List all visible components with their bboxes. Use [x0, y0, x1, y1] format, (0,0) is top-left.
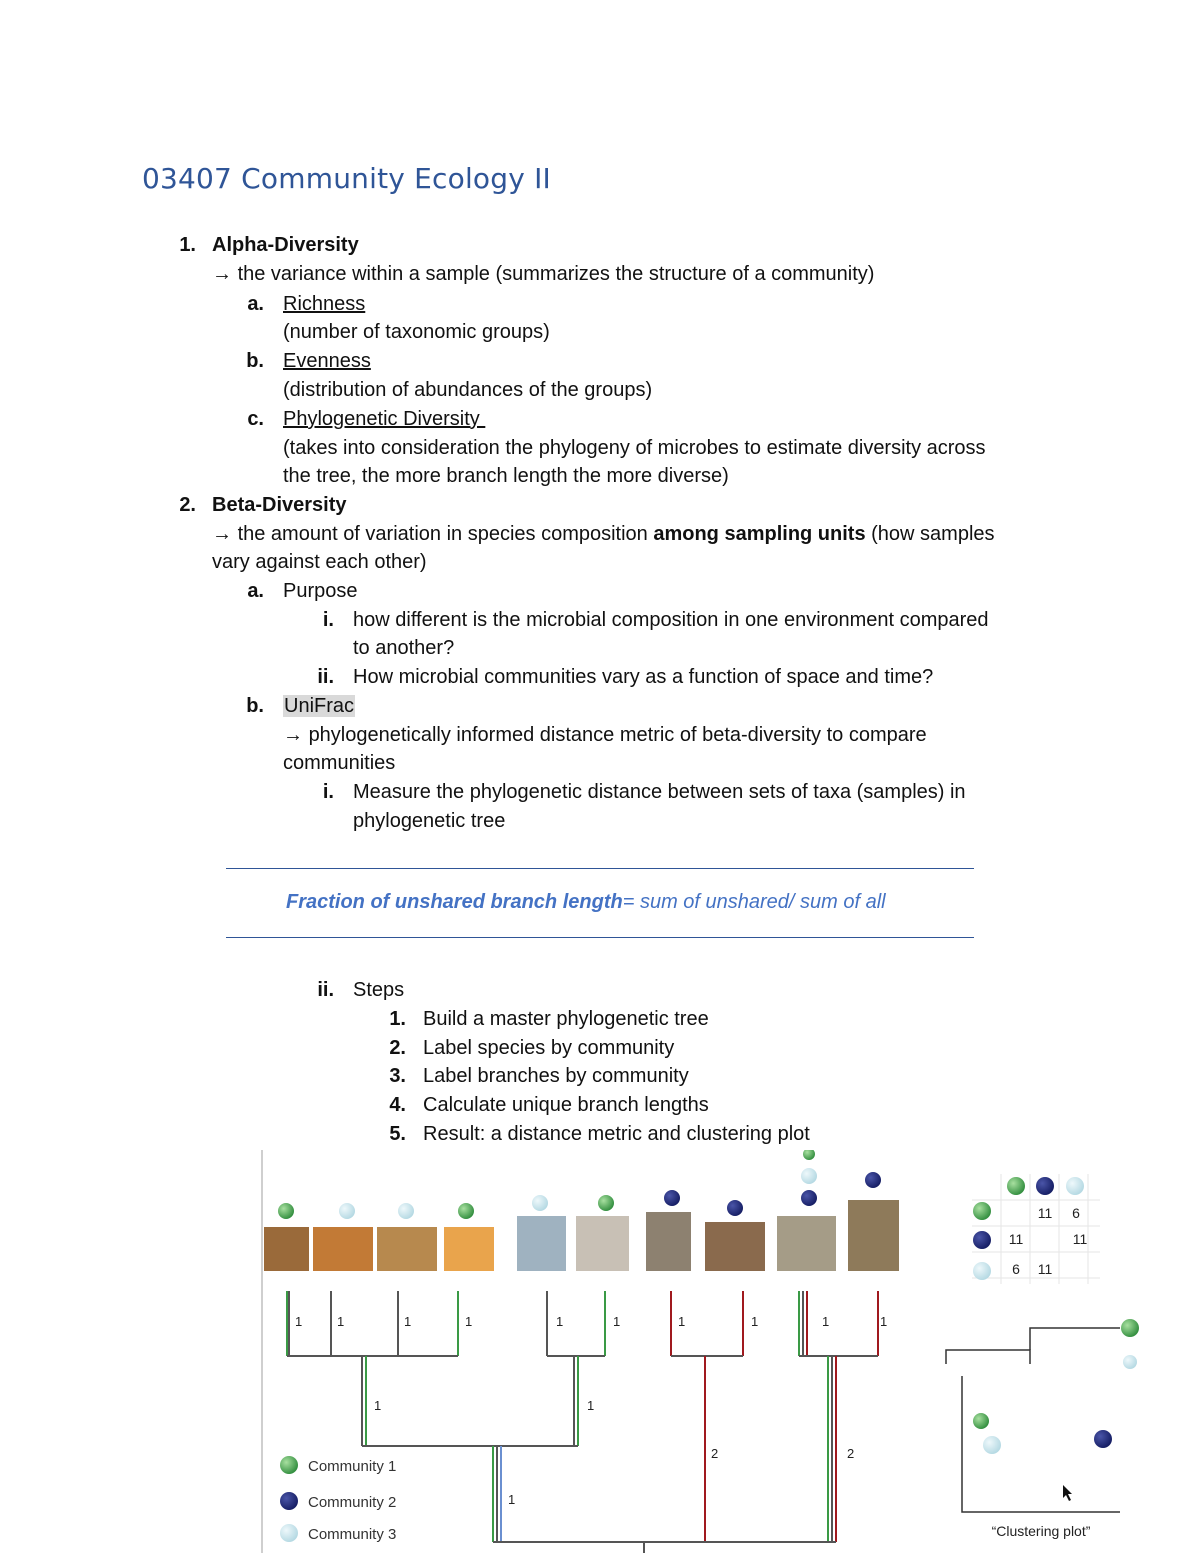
community-dots	[278, 1150, 881, 1219]
community1-dot	[598, 1195, 614, 1211]
matrix-row-c2	[973, 1231, 991, 1249]
legend-community3-label: Community 3	[308, 1526, 397, 1543]
unifrac-highlight: UniFrac	[284, 695, 355, 717]
branch-label: 1	[613, 1314, 621, 1329]
purpose-item-1-cont: to another?	[353, 637, 455, 659]
community2-dot	[865, 1172, 881, 1188]
step-text: Label branches by community	[423, 1065, 689, 1087]
hare-photo	[848, 1200, 899, 1271]
dendrogram-community1-dot	[1121, 1319, 1139, 1337]
step-text: Label species by community	[423, 1037, 675, 1059]
branch-label: 1	[556, 1314, 564, 1329]
branch-label: 1	[822, 1314, 830, 1329]
branch-label: 1	[337, 1314, 345, 1329]
step-number: 3.	[389, 1065, 406, 1087]
formula-top-rule	[226, 868, 974, 869]
legend-community1-dot	[280, 1456, 298, 1474]
section-number: 1.	[179, 234, 196, 256]
step-number: 2.	[389, 1037, 406, 1059]
section-number: 2.	[179, 494, 196, 516]
community1-dot	[278, 1203, 294, 1219]
purpose-item-2: How microbial communities vary as a function of space and time?	[353, 666, 934, 688]
matrix-cell: 11	[1072, 1231, 1088, 1247]
community3-dot	[801, 1168, 817, 1184]
richness-label: Richness	[283, 293, 366, 315]
branch-label: 1	[678, 1314, 686, 1329]
evenness-desc: (distribution of abundances of the groups)	[283, 379, 653, 401]
animal-photos	[264, 1200, 899, 1271]
formula-rest: = sum of unshared/ sum of all	[622, 891, 886, 913]
cursor-icon	[1063, 1485, 1072, 1501]
step-text: Build a master phylogenetic tree	[423, 1008, 709, 1030]
legend-community3-dot	[280, 1524, 298, 1542]
unifrac-measure: Measure the phylogenetic distance between sets of taxa (samples) in	[353, 781, 966, 803]
richness-desc: (number of taxonomic groups)	[283, 321, 550, 343]
roman-numeral: i.	[322, 609, 334, 631]
rabbit-photo	[777, 1216, 836, 1271]
roman-numeral: i.	[322, 781, 334, 803]
steps-label: Steps	[353, 979, 405, 1001]
coyote-photo	[517, 1216, 566, 1271]
branch-label: 1	[374, 1398, 382, 1413]
phylogenetic-diversity-desc: (takes into consideration the phylogeny of microbes to estimate diversity across	[283, 437, 986, 459]
lion-photo	[264, 1227, 309, 1271]
matrix-row-c3	[973, 1262, 991, 1280]
arrow-icon: →	[212, 263, 232, 285]
roman-numeral: ii.	[317, 666, 334, 688]
unifrac-measure-cont: phylogenetic tree	[353, 810, 506, 832]
beta-definition-pre: the amount of variation in species composition	[237, 523, 654, 545]
page-title: 03407 Community Ecology II	[142, 162, 552, 195]
matrix-row-c1	[973, 1202, 991, 1220]
branch-label: 1	[295, 1314, 303, 1329]
kitten-photo	[444, 1227, 494, 1271]
clustering-plot	[962, 1376, 1120, 1539]
branch-label: 2	[711, 1446, 719, 1461]
phylogenetic-diversity-desc-2: the tree, the more branch length the more diverse)	[283, 465, 729, 487]
matrix-cell: 11	[1037, 1205, 1053, 1221]
legend	[280, 1456, 396, 1543]
moose-photo	[705, 1222, 765, 1271]
branch-label: 1	[751, 1314, 759, 1329]
arrow-icon: →	[283, 724, 303, 746]
matrix-header-c3	[1066, 1177, 1084, 1195]
cluster-point-community3	[983, 1436, 1001, 1454]
branch-label: 2	[847, 1446, 855, 1461]
matrix-cell: 6	[1072, 1205, 1080, 1221]
legend-community2-dot	[280, 1492, 298, 1510]
beta-definition-2: vary against each other)	[212, 551, 427, 573]
distance-matrix	[972, 1174, 1100, 1284]
evenness-label: Evenness	[283, 350, 371, 372]
unifrac-definition-text: phylogenetically informed distance metric of beta-diversity to compare	[308, 724, 927, 746]
step-text: Calculate unique branch lengths	[423, 1094, 709, 1116]
step-number: 1.	[389, 1008, 406, 1030]
unifrac-label	[283, 692, 355, 720]
branch-label: 1	[587, 1398, 595, 1413]
item-letter: b.	[246, 350, 264, 372]
dendrogram-community3-dot	[1123, 1355, 1137, 1369]
community3-dot	[339, 1203, 355, 1219]
matrix-cell: 11	[1008, 1231, 1024, 1247]
roman-numeral: ii.	[317, 979, 334, 1001]
step-number: 5.	[389, 1123, 406, 1145]
formula-bold: Fraction of unshared branch length	[286, 891, 623, 913]
section-heading-beta: Beta-Diversity	[212, 494, 347, 516]
unifrac-definition-2: communities	[283, 752, 396, 774]
beta-definition	[212, 520, 995, 548]
item-letter: c.	[247, 408, 264, 430]
cluster-dendrogram	[946, 1328, 1120, 1364]
community3-dot	[532, 1195, 548, 1211]
deer-photo	[646, 1212, 691, 1271]
matrix-header-c1	[1007, 1177, 1025, 1195]
branch-label: 1	[404, 1314, 412, 1329]
step-text: Result: a distance metric and clustering plot	[423, 1123, 810, 1145]
community3-dot	[398, 1203, 414, 1219]
beta-definition-bold: among sampling units	[653, 523, 866, 545]
unifrac-definition	[283, 721, 927, 749]
matrix-cell: 6	[1012, 1261, 1020, 1277]
branch-label: 1	[508, 1492, 516, 1507]
tiger-cub-photo	[377, 1227, 437, 1271]
clustering-plot-label: “Clustering plot”	[991, 1523, 1091, 1539]
item-letter: a.	[247, 580, 264, 602]
legend-community1-label: Community 1	[308, 1458, 397, 1475]
beta-definition-post: (how samples	[865, 523, 995, 545]
item-letter: a.	[247, 293, 264, 315]
arrow-icon: →	[212, 523, 232, 545]
purpose-label: Purpose	[283, 580, 358, 602]
community2-dot	[801, 1190, 817, 1206]
community2-dot	[727, 1200, 743, 1216]
cluster-point-community2	[1094, 1430, 1112, 1448]
matrix-cell: 11	[1037, 1261, 1053, 1277]
alpha-definition	[212, 260, 874, 288]
purpose-item-1: how different is the microbial composition in one environment compared	[353, 609, 989, 631]
phylogenetic-diversity-label: Phylogenetic Diversity	[283, 408, 486, 430]
tiger-photo	[313, 1227, 373, 1271]
item-letter: b.	[246, 695, 264, 717]
cluster-point-community1	[973, 1413, 989, 1429]
step-number: 4.	[389, 1094, 406, 1116]
bulldog-photo	[576, 1216, 629, 1271]
unifrac-formula	[286, 891, 886, 914]
alpha-definition-text: the variance within a sample (summarizes the structure of a community)	[237, 263, 875, 285]
legend-community2-label: Community 2	[308, 1494, 397, 1511]
section-heading-alpha: Alpha-Diversity	[212, 234, 359, 256]
community2-dot	[664, 1190, 680, 1206]
branch-label: 1	[880, 1314, 888, 1329]
formula-bottom-rule	[226, 937, 974, 938]
tree-branches	[287, 1291, 878, 1553]
branch-label: 1	[465, 1314, 473, 1329]
unifrac-figure	[258, 1150, 1200, 1553]
community1-dot	[458, 1203, 474, 1219]
community1-dot	[803, 1150, 815, 1160]
matrix-header-c2	[1036, 1177, 1054, 1195]
